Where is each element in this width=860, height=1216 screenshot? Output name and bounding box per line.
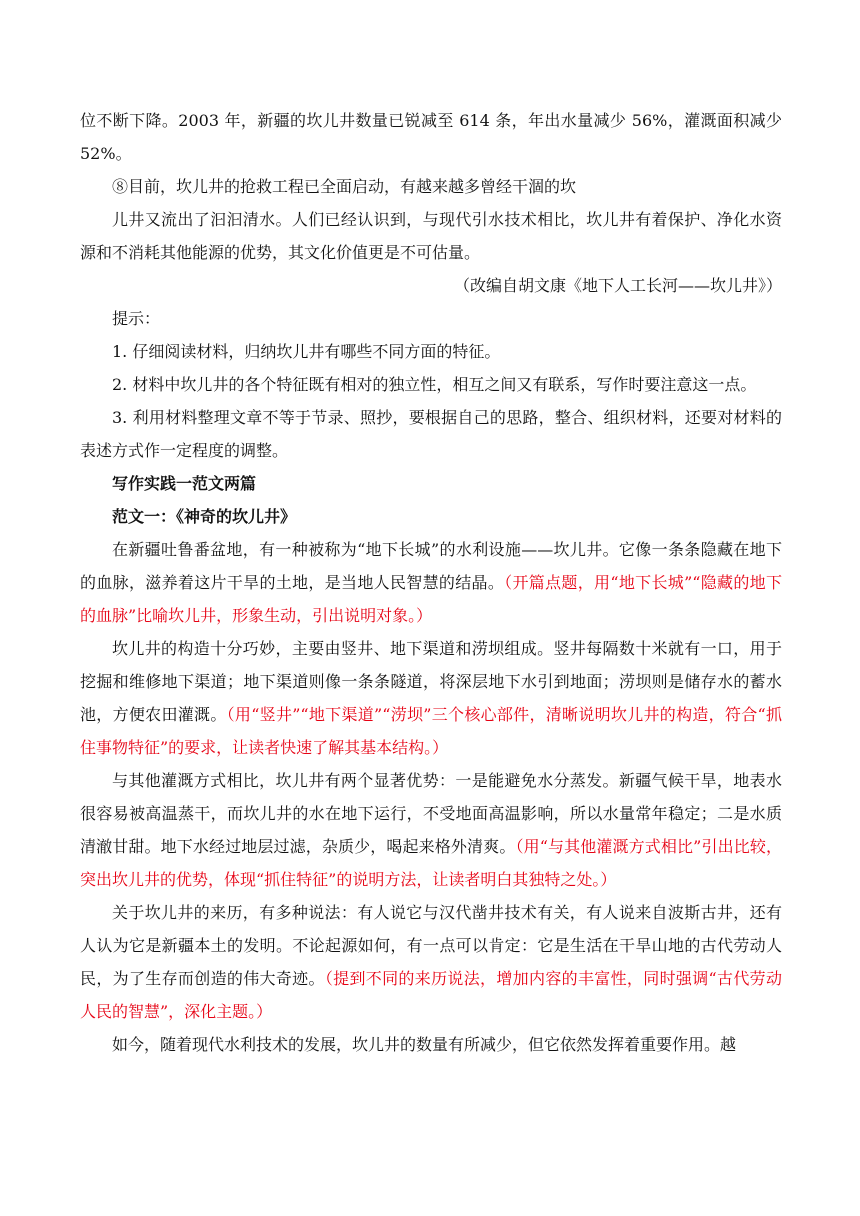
document-body (80, 104, 782, 1061)
essay-paragraph (80, 533, 782, 632)
annotation-note: （用“与其他灌溉方式相比”引出比较，突出坎儿井的优势，体现“抓住特征”的说明方法，让读者明白其独特之处。） (80, 837, 782, 889)
paragraph-text: 坎儿井的构造十分巧妙，主要由竖井、地下渠道和涝坝组成。竖井每隔数十米就有一口，用于挖掘和维修地下渠道；地下渠道则像一条条隧道，将深层地下水引到地面；涝坝则是储存水的蓄水池，方便农田灌溉。 (80, 639, 782, 724)
hint-item: 1. 仔细阅读材料，归纳坎儿井有哪些不同方面的特征。 (112, 342, 501, 361)
essay-paragraph (80, 764, 782, 896)
paragraph-text: 如今，随着现代水利技术的发展，坎儿井的数量有所减少，但它依然发挥着重要作用。越 (112, 1035, 737, 1054)
essay-paragraph (80, 896, 782, 1028)
hint-item: 2. 材料中坎儿井的各个特征既有相对的独立性，相互之间又有联系，写作时要注意这一点。 (112, 375, 757, 394)
annotation-note: （用“竖井”“地下渠道”“涝坝”三个核心部件，清晰说明坎儿井的构造，符合“抓住事物特征”的要求，让读者快速了解其基本结构。） (80, 705, 782, 757)
paragraph-continuation: 位不断下降。2003 年，新疆的坎儿井数量已锐减至 614 条，年出水量减少 56%，灌溉面积减少 52%。 (80, 111, 782, 163)
section-title: 写作实践一范文两篇 (112, 474, 257, 493)
source-citation: （改编自胡文康《地下人工长河——坎儿井》） (453, 276, 782, 295)
paragraph-8-line2: 儿井又流出了汩汩清水。人们已经认识到，与现代引水技术相比，坎儿井有着保护、净化水资源和不消耗其他能源的优势，其文化价值更是不可估量。 (80, 210, 782, 262)
hint-item: 3. 利用材料整理文章不等于节录、照抄，要根据自己的思路，整合、组织材料，还要对材料的表述方式作一定程度的调整。 (80, 408, 782, 460)
paragraph-text: 在新疆吐鲁番盆地，有一种被称为“地下长城”的水利设施——坎儿井。它像一条条隐藏在地下的血脉，滋养着这片干旱的土地，是当地人民智慧的结晶。 (80, 540, 782, 592)
annotation-note: （开篇点题，用“地下长城”“隐藏的地下的血脉”比喻坎儿井，形象生动，引出说明对象。） (80, 573, 782, 625)
essay-paragraph (80, 1028, 782, 1061)
essay-paragraph (80, 632, 782, 764)
annotation-note: （提到不同的来历说法，增加内容的丰富性，同时强调“古代劳动人民的智慧”，深化主题。） (80, 969, 782, 1021)
paragraph-8-line1: ⑧目前，坎儿井的抢救工程已全面启动，有越来越多曾经干涸的坎 (112, 177, 577, 196)
paragraph-text: 与其他灌溉方式相比，坎儿井有两个显著优势：一是能避免水分蒸发。新疆气候干旱，地表水很容易被高温蒸干，而坎儿井的水在地下运行，不受地面高温影响，所以水量常年稳定；二是水质清澈甘甜。地下水经过地层过滤，杂质少，喝起来格外清爽。 (80, 771, 782, 856)
essay-title: 范文一：《神奇的坎儿井》 (112, 507, 297, 526)
paragraph-text: 关于坎儿井的来历，有多种说法：有人说它与汉代凿井技术有关，有人说来自波斯古井，还有人认为它是新疆本土的发明。不论起源如何，有一点可以肯定：它是生活在干旱山地的古代劳动人民，为了生存而创造的伟大奇迹。 (80, 903, 782, 988)
hint-title: 提示： (112, 309, 161, 328)
